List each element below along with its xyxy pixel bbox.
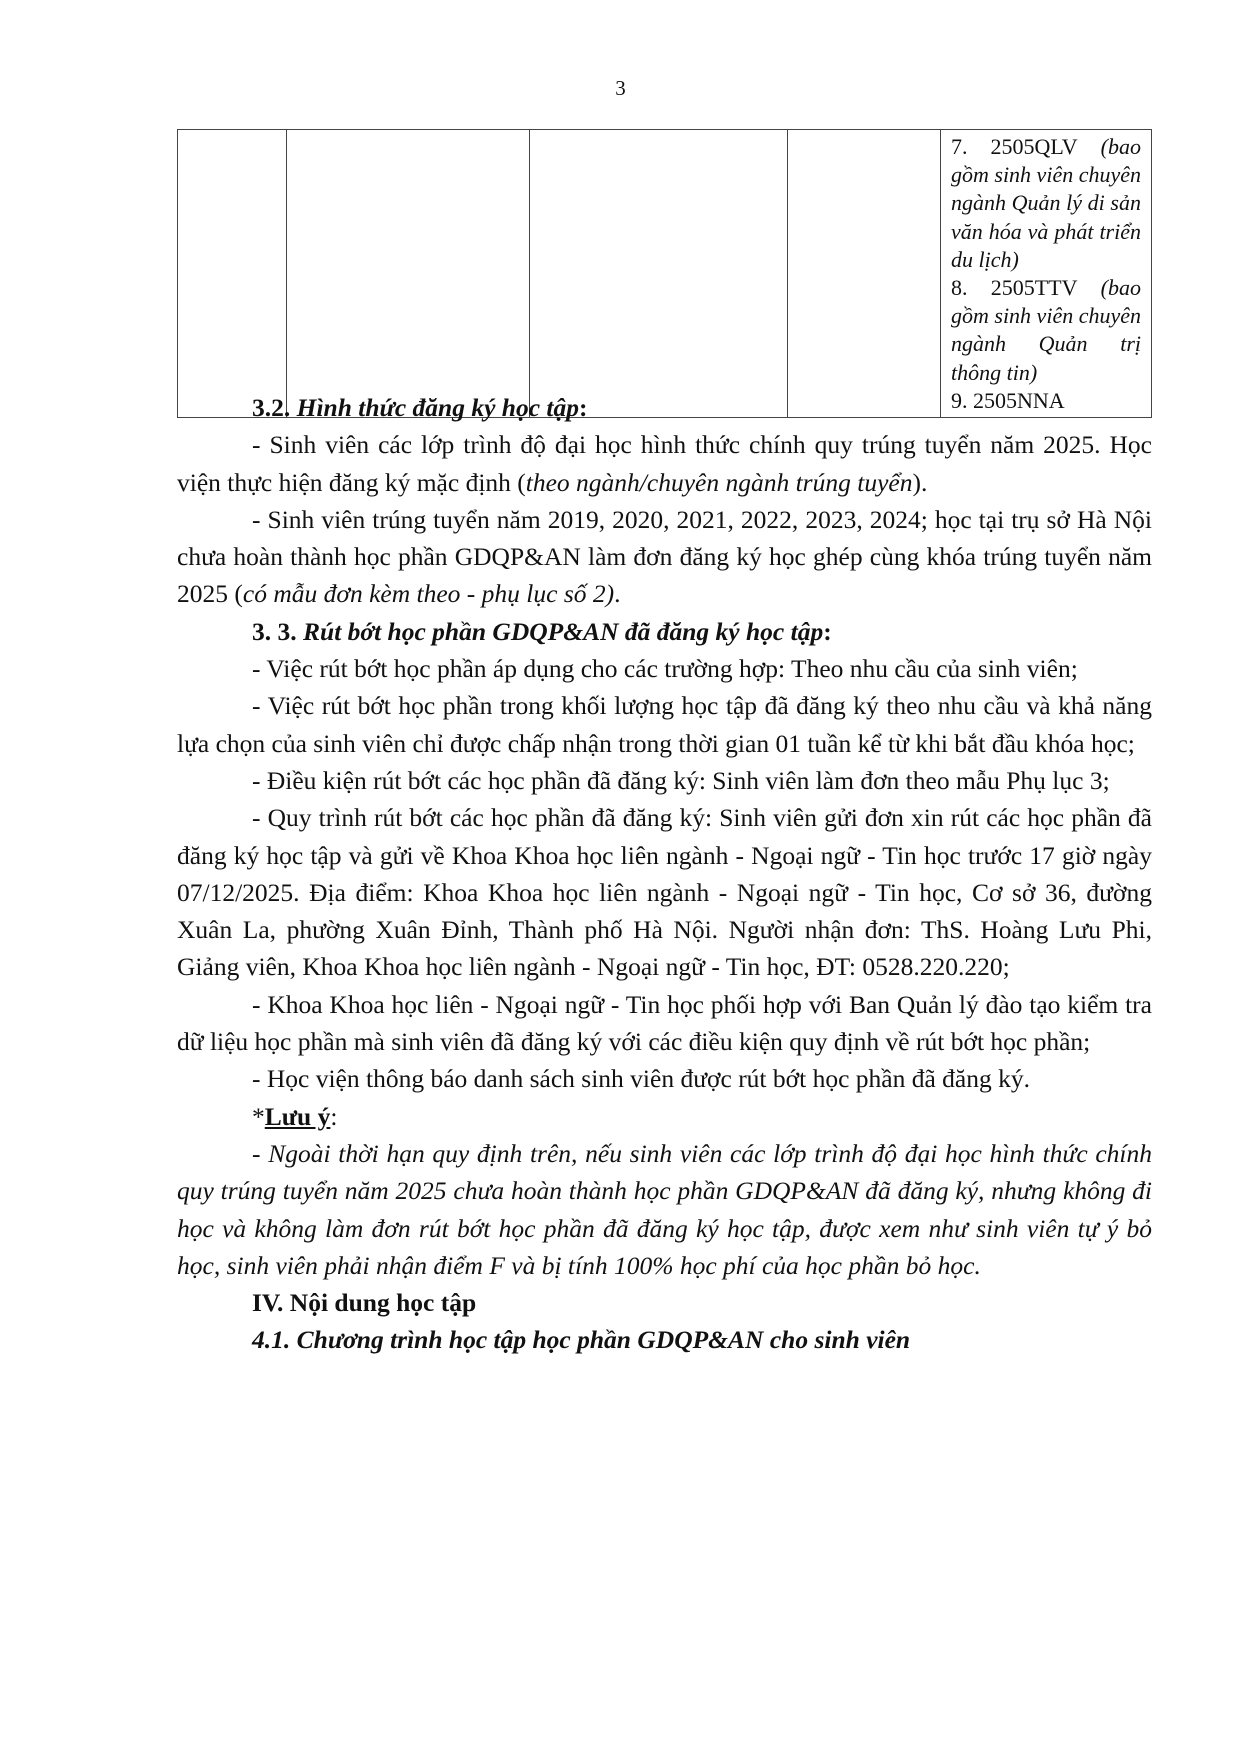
section-3-3-heading: 3. 3. Rút bớt học phần GDQP&AN đã đăng ký học tập: xyxy=(252,616,832,646)
paragraph: - Điều kiện rút bớt các học phần đã đăng ký: Sinh viên làm đơn theo mẫu Phụ lục 3; xyxy=(252,765,1110,795)
paragraph: - Việc rút bớt học phần áp dụng cho các trường hợp: Theo nhu cầu của sinh viên; xyxy=(252,654,1078,684)
class-desc: (bao gồm sinh viên chuyên ngành Quản trị thông tin) xyxy=(951,275,1141,385)
paragraph: - Khoa Khoa học liên - Ngoại ngữ - Tin học phối hợp với Ban Quản lý đào tạo kiểm tra dữ liệu học phần mà sinh viên đã đăng ký với các điều kiện quy định về rút bớt học phần; xyxy=(177,989,1152,1057)
paragraph: - Việc rút bớt học phần trong khối lượng học tập đã đăng ký theo nhu cầu và khả năng lựa chọn của sinh viên chỉ được chấp nhận trong thời gian 01 tuần kể từ khi bắt đầu khóa học; xyxy=(177,691,1152,758)
page-number: 3 xyxy=(615,76,626,100)
class-desc: (bao gồm sinh viên chuyên ngành Quản lý di sản văn hóa và phát triển du lịch) xyxy=(951,134,1141,272)
class-item xyxy=(951,274,1141,387)
paragraph: - Sinh viên trúng tuyển năm 2019, 2020, 2021, 2022, 2023, 2024; học tại trụ sở Hà Nội chưa hoàn thành học phần GDQP&AN làm đơn đăng ký học ghép cùng khóa trúng tuyển năm 2025 (có mẫu đơn kèm theo - phụ lục số 2). xyxy=(177,504,1152,609)
document-body xyxy=(177,389,1152,1359)
class-item xyxy=(951,133,1141,274)
table-cell-class-list xyxy=(941,130,1152,418)
class-code: 7. 2505QLV xyxy=(951,134,1078,159)
paragraph: - Học viện thông báo danh sách sinh viên được rút bớt học phần đã đăng ký. xyxy=(252,1064,1030,1094)
paragraph: - Quy trình rút bớt các học phần đã đăng ký: Sinh viên gửi đơn xin rút các học phần đã đăng ký học tập và gửi về Khoa Khoa học liên ngành - Ngoại ngữ - Tin học trước 17 giờ ngày 07/12/2025. Địa điểm: Khoa Khoa học liên ngành - Ngoại ngữ - Tin học, Cơ sở 36, đường Xuân La, phường Xuân Đỉnh, Thành phố Hà Nội. Người nhận đơn: ThS. Hoàng Lưu Phi, Giảng viên, Khoa Khoa học liên ngành - Ngoại ngữ - Tin học, ĐT: 0528.220.220; xyxy=(177,803,1152,982)
table-cell-empty xyxy=(178,130,287,418)
class-code: 8. 2505TTV xyxy=(951,275,1078,301)
section-4-1-heading: 4.1. Chương trình học tập học phần GDQP&AN cho sinh viên xyxy=(252,1325,911,1355)
continued-class-table xyxy=(177,129,1152,418)
table-cell-empty xyxy=(530,130,788,418)
note-heading: *Lưu ý: xyxy=(252,1101,338,1131)
note-paragraph: - Ngoài thời hạn quy định trên, nếu sinh viên các lớp trình độ đại học hình thức chính quy trúng tuyển năm 2025 chưa hoàn thành học phần GDQP&AN đã đăng ký, nhưng không đi học và không làm đơn rút bớt học phần đã đăng ký học tập, được xem như sinh viên tự ý bỏ học, sinh viên phải nhận điểm F và bị tính 100% học phí của học phần bỏ học. xyxy=(177,1138,1152,1280)
table-cell-empty xyxy=(788,130,941,418)
table-cell-empty xyxy=(287,130,530,418)
section-4-heading: IV. Nội dung học tập xyxy=(252,1288,477,1318)
table-row xyxy=(178,130,1152,418)
section-3-2-heading: 3.2. Hình thức đăng ký học tập: xyxy=(252,393,588,422)
class-code: 9. 2505NNA xyxy=(951,387,1065,413)
paragraph: - Sinh viên các lớp trình độ đại học hình thức chính quy trúng tuyển năm 2025. Học viện thực hiện đăng ký mặc định (theo ngành/chuyên ngành trúng tuyển). xyxy=(177,430,1152,497)
